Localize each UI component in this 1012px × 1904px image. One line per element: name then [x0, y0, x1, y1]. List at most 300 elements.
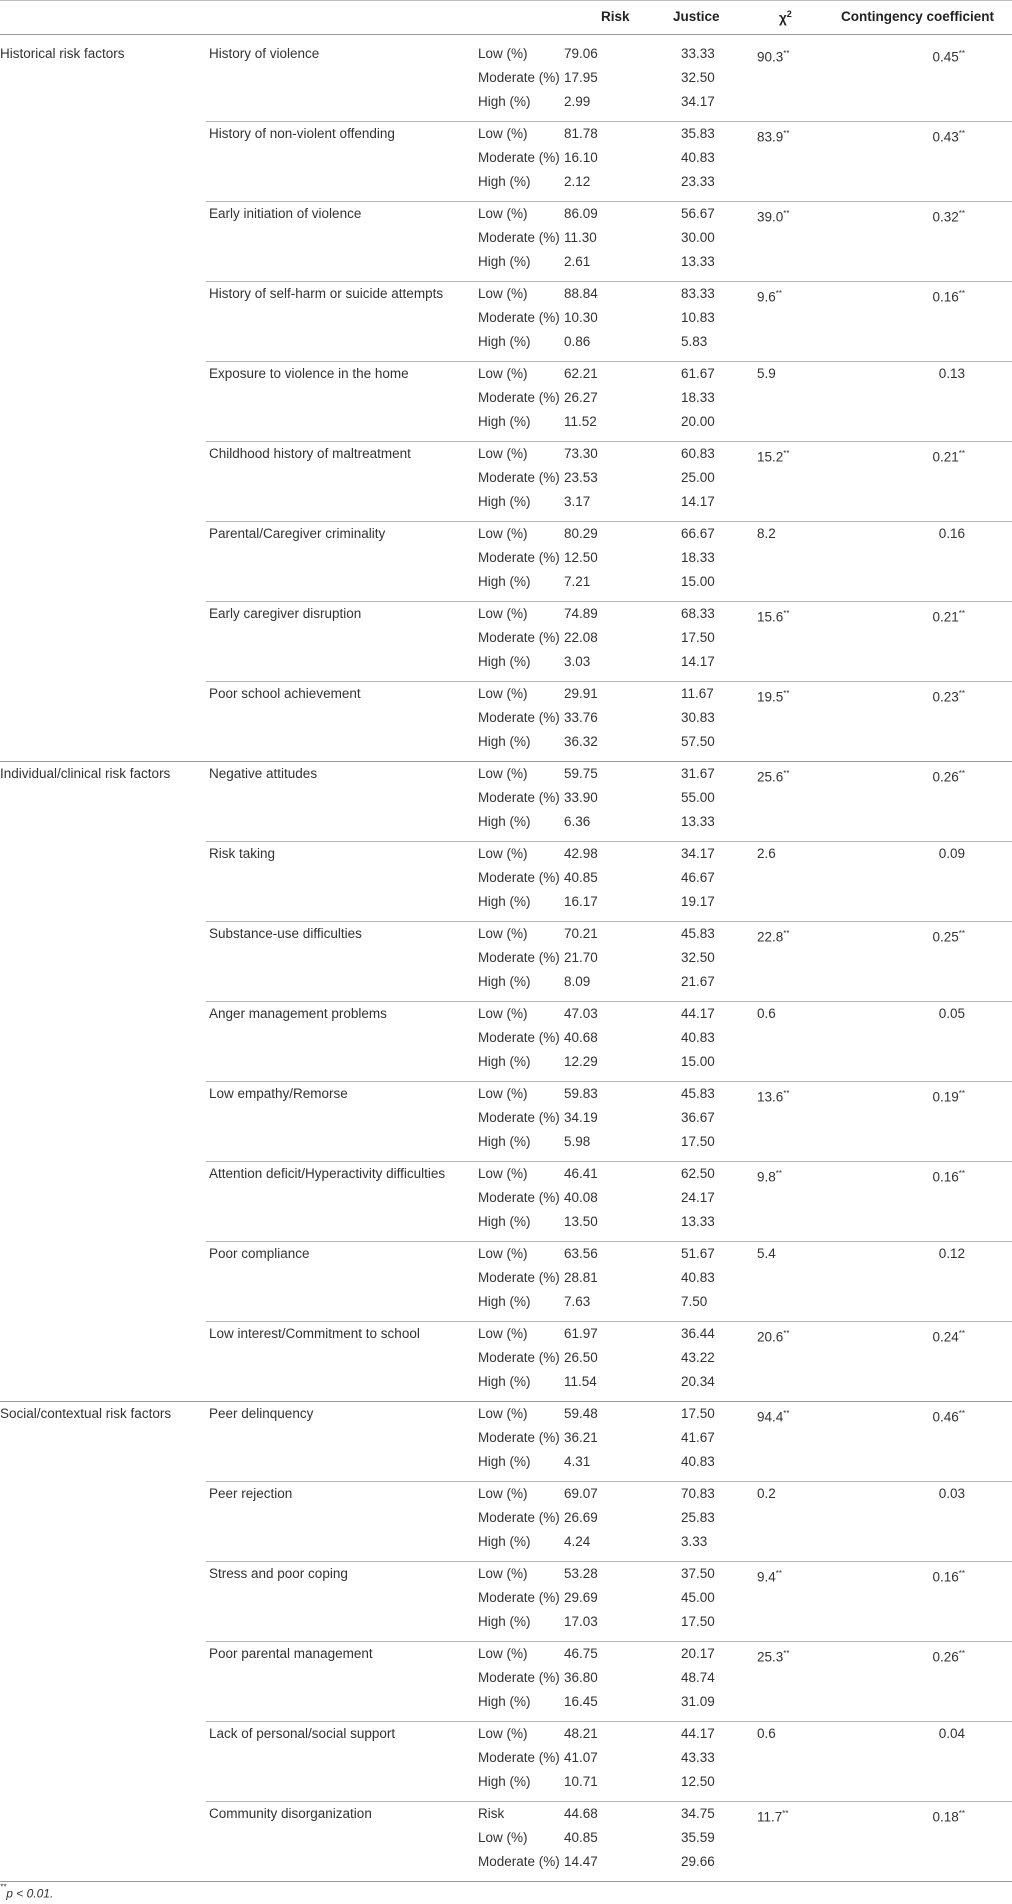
level-label: Moderate (%) [478, 1030, 560, 1045]
group-label: Social/contextual risk factors [0, 1406, 172, 1421]
justice-value: 44.17 [681, 1726, 715, 1741]
risk-value: 86.09 [564, 206, 598, 221]
level-label: Moderate (%) [478, 1190, 560, 1205]
contingency-coefficient-value: 0.12 [938, 1246, 965, 1261]
factor-divider [206, 1321, 1012, 1322]
contingency-coefficient-value: 0.18** [932, 1809, 965, 1825]
factor-label: Childhood history of maltreatment [209, 446, 411, 461]
risk-value: 14.47 [564, 1854, 598, 1869]
factor-label: Risk taking [209, 846, 276, 861]
factor-label: Community disorganization [209, 1806, 372, 1821]
justice-value: 18.33 [681, 550, 715, 565]
factor-label: Stress and poor coping [209, 1566, 348, 1581]
justice-value: 60.83 [681, 446, 715, 461]
level-label: High (%) [478, 254, 531, 269]
chi-square-value: 19.5** [757, 689, 790, 705]
risk-value: 0.86 [564, 334, 591, 349]
level-label: High (%) [478, 1614, 531, 1629]
level-label: Moderate (%) [478, 1854, 560, 1869]
level-label: High (%) [478, 1374, 531, 1389]
header-contingency-coefficient: Contingency coefficient [841, 9, 995, 24]
chi-square-value: 8.2 [757, 526, 776, 541]
header-chi-square: $\chi^2$ [779, 9, 792, 26]
factor-label: Low interest/Commitment to school [209, 1326, 420, 1341]
chi-square-value: 25.6** [757, 769, 790, 785]
justice-value: 11.67 [681, 686, 714, 701]
level-label: Low (%) [478, 606, 528, 621]
level-label: Low (%) [478, 1166, 528, 1181]
factor-divider [206, 1081, 1012, 1082]
risk-value: 80.29 [564, 526, 598, 541]
risk-value: 33.76 [564, 710, 598, 725]
justice-value: 17.50 [681, 1134, 715, 1149]
justice-value: 21.67 [681, 974, 715, 989]
factor-label: Low empathy/Remorse [209, 1086, 348, 1101]
justice-value: 37.50 [681, 1566, 715, 1581]
risk-value: 10.30 [564, 310, 598, 325]
factor-divider [206, 521, 1012, 522]
level-label: High (%) [478, 1214, 531, 1229]
chi-square-value: 9.6** [757, 289, 783, 305]
level-label: High (%) [478, 814, 531, 829]
factor-divider [206, 441, 1012, 442]
risk-value: 5.98 [564, 1134, 591, 1149]
level-label: Low (%) [478, 206, 528, 221]
factor-label: Peer delinquency [209, 1406, 314, 1421]
risk-value: 53.28 [564, 1566, 598, 1581]
contingency-coefficient-value: 0.19** [932, 1089, 965, 1105]
justice-value: 61.67 [681, 366, 715, 381]
chi-square-value: 39.0** [757, 209, 790, 225]
risk-value: 46.41 [564, 1166, 598, 1181]
justice-value: 68.33 [681, 606, 715, 621]
justice-value: 7.50 [681, 1294, 708, 1309]
risk-value: 13.50 [564, 1214, 598, 1229]
chi-square-value: 2.6 [757, 846, 776, 861]
justice-value: 83.33 [681, 286, 715, 301]
risk-value: 73.30 [564, 446, 598, 461]
level-label: High (%) [478, 1774, 531, 1789]
contingency-coefficient-value: 0.46** [932, 1409, 965, 1425]
factor-divider [206, 921, 1012, 922]
risk-value: 81.78 [564, 126, 598, 141]
justice-value: 62.50 [681, 1166, 715, 1181]
chi-square-value: 90.3** [757, 49, 790, 65]
factor-divider [206, 1001, 1012, 1002]
chi-square-value: 94.4** [757, 1409, 790, 1425]
justice-value: 31.67 [681, 766, 715, 781]
justice-value: 41.67 [681, 1430, 715, 1445]
level-label: High (%) [478, 1694, 531, 1709]
risk-value: 79.06 [564, 46, 598, 61]
risk-value: 2.61 [564, 254, 591, 269]
factor-divider [206, 201, 1012, 202]
level-label: Low (%) [478, 1406, 528, 1421]
risk-value: 63.56 [564, 1246, 598, 1261]
risk-value: 36.21 [564, 1430, 598, 1445]
justice-value: 34.17 [681, 846, 715, 861]
chi-square-value: 22.8** [757, 929, 790, 945]
justice-value: 70.83 [681, 1486, 715, 1501]
risk-value: 46.75 [564, 1646, 598, 1661]
factor-label: Early initiation of violence [209, 206, 362, 221]
justice-value: 17.50 [681, 630, 715, 645]
risk-value: 3.17 [564, 494, 591, 509]
contingency-coefficient-value: 0.04 [938, 1726, 965, 1741]
risk-value: 21.70 [564, 950, 598, 965]
contingency-coefficient-value: 0.16** [932, 289, 965, 305]
contingency-coefficient-value: 0.45** [932, 49, 965, 65]
justice-value: 36.44 [681, 1326, 715, 1341]
level-label: Low (%) [478, 366, 528, 381]
factor-divider [206, 1801, 1012, 1802]
level-label: Moderate (%) [478, 710, 560, 725]
level-label: Moderate (%) [478, 1750, 560, 1765]
factor-divider [206, 281, 1012, 282]
risk-value: 26.69 [564, 1510, 598, 1525]
contingency-coefficient-value: 0.21** [932, 449, 965, 465]
level-label: Low (%) [478, 446, 528, 461]
contingency-coefficient-value: 0.16 [938, 526, 965, 541]
justice-value: 18.33 [681, 390, 715, 405]
level-label: Low (%) [478, 846, 528, 861]
level-label: Low (%) [478, 1566, 528, 1581]
level-label: High (%) [478, 654, 531, 669]
chi-square-value: 9.8** [757, 1169, 783, 1185]
justice-value: 43.22 [681, 1350, 715, 1365]
risk-value: 29.69 [564, 1590, 598, 1605]
level-label: Moderate (%) [478, 230, 560, 245]
level-label: High (%) [478, 1294, 531, 1309]
justice-value: 55.00 [681, 790, 715, 805]
level-label: Low (%) [478, 1646, 528, 1661]
level-label: Moderate (%) [478, 550, 560, 565]
justice-value: 45.00 [681, 1590, 715, 1605]
risk-value: 12.29 [564, 1054, 598, 1069]
justice-value: 35.59 [681, 1830, 715, 1845]
factor-divider [206, 1561, 1012, 1562]
justice-value: 34.17 [681, 94, 715, 109]
justice-value: 30.83 [681, 710, 715, 725]
chi-square-value: 15.2** [757, 449, 790, 465]
chi-square-value: 5.4 [757, 1246, 776, 1261]
factor-label: Peer rejection [209, 1486, 293, 1501]
level-label: High (%) [478, 334, 531, 349]
level-label: High (%) [478, 414, 531, 429]
chi-square-value: 0.6 [757, 1726, 776, 1741]
justice-value: 57.50 [681, 734, 715, 749]
risk-value: 2.12 [564, 174, 591, 189]
risk-value: 36.32 [564, 734, 598, 749]
risk-value: 11.52 [564, 414, 597, 429]
level-label: Low (%) [478, 926, 528, 941]
level-label: Low (%) [478, 46, 528, 61]
level-label: Low (%) [478, 766, 528, 781]
justice-value: 14.17 [681, 494, 715, 509]
level-label: Low (%) [478, 286, 528, 301]
justice-value: 20.00 [681, 414, 715, 429]
level-label: Low (%) [478, 1086, 528, 1101]
factor-divider [206, 1161, 1012, 1162]
justice-value: 13.33 [681, 1214, 715, 1229]
table-footnote: **p < 0.01. [0, 1882, 54, 1901]
level-label: Risk [478, 1806, 505, 1821]
level-label: Low (%) [478, 1486, 528, 1501]
risk-value: 36.80 [564, 1670, 598, 1685]
justice-value: 15.00 [681, 1054, 715, 1069]
group-divider [0, 761, 1012, 762]
risk-value: 40.08 [564, 1190, 598, 1205]
justice-value: 29.66 [681, 1854, 715, 1869]
factor-divider [206, 1641, 1012, 1642]
chi-square-value: 0.2 [757, 1486, 776, 1501]
header-risk: Risk [601, 9, 630, 24]
justice-value: 36.67 [681, 1110, 715, 1125]
risk-value: 34.19 [564, 1110, 598, 1125]
level-label: High (%) [478, 94, 531, 109]
level-label: Low (%) [478, 1006, 528, 1021]
level-label: Low (%) [478, 1246, 528, 1261]
justice-value: 40.83 [681, 1454, 715, 1469]
justice-value: 25.00 [681, 470, 715, 485]
risk-value: 10.71 [564, 1774, 598, 1789]
factor-label: Poor compliance [209, 1246, 310, 1261]
risk-value: 40.85 [564, 870, 598, 885]
risk-value: 16.45 [564, 1694, 598, 1709]
factor-label: Substance-use difficulties [209, 926, 362, 941]
level-label: Moderate (%) [478, 150, 560, 165]
justice-value: 33.33 [681, 46, 715, 61]
factor-label: History of non-violent offending [209, 126, 395, 141]
risk-value: 74.89 [564, 606, 598, 621]
level-label: Low (%) [478, 1326, 528, 1341]
factor-divider [206, 121, 1012, 122]
risk-value: 4.24 [564, 1534, 591, 1549]
level-label: High (%) [478, 174, 531, 189]
justice-value: 44.17 [681, 1006, 715, 1021]
justice-value: 5.83 [681, 334, 708, 349]
risk-value: 88.84 [564, 286, 598, 301]
risk-value: 48.21 [564, 1726, 598, 1741]
risk-value: 11.30 [564, 230, 597, 245]
factor-label: Lack of personal/social support [209, 1726, 396, 1741]
level-label: Low (%) [478, 1726, 528, 1741]
factor-label: Poor school achievement [209, 686, 361, 701]
risk-value: 69.07 [564, 1486, 598, 1501]
risk-value: 59.75 [564, 766, 598, 781]
level-label: Low (%) [478, 526, 528, 541]
justice-value: 24.17 [681, 1190, 715, 1205]
level-label: Moderate (%) [478, 870, 560, 885]
justice-value: 51.67 [681, 1246, 715, 1261]
justice-value: 30.00 [681, 230, 715, 245]
contingency-coefficient-value: 0.03 [938, 1486, 965, 1501]
risk-value: 28.81 [564, 1270, 598, 1285]
risk-value: 42.98 [564, 846, 598, 861]
contingency-coefficient-value: 0.32** [932, 209, 965, 225]
justice-value: 32.50 [681, 70, 715, 85]
justice-value: 40.83 [681, 1270, 715, 1285]
chi-square-value: 83.9** [757, 129, 790, 145]
risk-value: 22.08 [564, 630, 598, 645]
factor-label: Negative attitudes [209, 766, 318, 781]
justice-value: 43.33 [681, 1750, 715, 1765]
justice-value: 31.09 [681, 1694, 715, 1709]
contingency-coefficient-value: 0.26** [932, 1649, 965, 1665]
factor-divider [206, 1241, 1012, 1242]
factor-label: Attention deficit/Hyperactivity difficulties [209, 1166, 446, 1181]
level-label: Moderate (%) [478, 1510, 560, 1525]
factor-label: Parental/Caregiver criminality [209, 526, 386, 541]
risk-value: 26.50 [564, 1350, 598, 1365]
chi-square-value: 20.6** [757, 1329, 790, 1345]
risk-value: 2.99 [564, 94, 591, 109]
level-label: Low (%) [478, 126, 528, 141]
risk-value: 40.68 [564, 1030, 598, 1045]
header-justice: Justice [673, 9, 720, 24]
risk-value: 59.83 [564, 1086, 598, 1101]
justice-value: 66.67 [681, 526, 715, 541]
level-label: Moderate (%) [478, 470, 560, 485]
level-label: Moderate (%) [478, 1270, 560, 1285]
justice-value: 40.83 [681, 150, 715, 165]
level-label: Moderate (%) [478, 950, 560, 965]
risk-value: 23.53 [564, 470, 598, 485]
risk-value: 17.95 [564, 70, 598, 85]
chi-square-value: 13.6** [757, 1089, 790, 1105]
contingency-coefficient-value: 0.05 [938, 1006, 965, 1021]
contingency-coefficient-value: 0.25** [932, 929, 965, 945]
justice-value: 34.75 [681, 1806, 715, 1821]
group-label: Historical risk factors [0, 46, 125, 61]
justice-value: 13.33 [681, 254, 715, 269]
risk-value: 7.63 [564, 1294, 591, 1309]
level-label: Moderate (%) [478, 790, 560, 805]
justice-value: 48.74 [681, 1670, 715, 1685]
factor-divider [206, 1481, 1012, 1482]
risk-value: 16.17 [564, 894, 598, 909]
factor-label: Poor parental management [209, 1646, 373, 1661]
contingency-coefficient-value: 0.26** [932, 769, 965, 785]
level-label: Moderate (%) [478, 630, 560, 645]
justice-value: 19.17 [681, 894, 715, 909]
justice-value: 25.83 [681, 1510, 715, 1525]
contingency-coefficient-value: 0.09 [938, 846, 965, 861]
level-label: Moderate (%) [478, 70, 560, 85]
risk-value: 26.27 [564, 390, 598, 405]
justice-value: 45.83 [681, 926, 715, 941]
risk-value: 3.03 [564, 654, 591, 669]
level-label: High (%) [478, 494, 531, 509]
justice-value: 12.50 [681, 1774, 715, 1789]
contingency-coefficient-value: 0.16** [932, 1569, 965, 1585]
justice-value: 10.83 [681, 310, 715, 325]
level-label: High (%) [478, 1454, 531, 1469]
level-label: Moderate (%) [478, 1590, 560, 1605]
risk-value: 61.97 [564, 1326, 598, 1341]
contingency-coefficient-value: 0.16** [932, 1169, 965, 1185]
chi-square-value: 5.9 [757, 366, 776, 381]
justice-value: 32.50 [681, 950, 715, 965]
justice-value: 20.17 [681, 1646, 715, 1661]
level-label: High (%) [478, 734, 531, 749]
justice-value: 17.50 [681, 1406, 715, 1421]
level-label: High (%) [478, 1134, 531, 1149]
contingency-coefficient-value: 0.21** [932, 609, 965, 625]
level-label: Low (%) [478, 686, 528, 701]
factor-label: Early caregiver disruption [209, 606, 362, 621]
factor-divider [206, 1721, 1012, 1722]
risk-value: 40.85 [564, 1830, 598, 1845]
contingency-coefficient-value: 0.23** [932, 689, 965, 705]
justice-value: 15.00 [681, 574, 715, 589]
chi-square-value: 15.6** [757, 609, 790, 625]
group-divider [0, 1401, 1012, 1402]
contingency-coefficient-value: 0.24** [932, 1329, 965, 1345]
risk-value: 4.31 [564, 1454, 591, 1469]
level-label: Low (%) [478, 1830, 528, 1845]
justice-value: 13.33 [681, 814, 715, 829]
level-label: High (%) [478, 1534, 531, 1549]
level-label: High (%) [478, 894, 531, 909]
justice-value: 56.67 [681, 206, 715, 221]
justice-value: 35.83 [681, 126, 715, 141]
chi-square-value: 9.4** [757, 1569, 783, 1585]
factor-label: History of self-harm or suicide attempts [209, 286, 444, 301]
factor-label: History of violence [209, 46, 320, 61]
factor-divider [206, 681, 1012, 682]
table-bottom-rule [0, 1881, 1012, 1882]
risk-value: 7.21 [564, 574, 591, 589]
level-label: Moderate (%) [478, 310, 560, 325]
justice-value: 14.17 [681, 654, 715, 669]
level-label: Moderate (%) [478, 1430, 560, 1445]
justice-value: 45.83 [681, 1086, 715, 1101]
factor-divider [206, 841, 1012, 842]
risk-value: 59.48 [564, 1406, 598, 1421]
justice-value: 20.34 [681, 1374, 715, 1389]
risk-value: 47.03 [564, 1006, 598, 1021]
justice-value: 3.33 [681, 1534, 708, 1549]
risk-value: 44.68 [564, 1806, 598, 1821]
risk-value: 12.50 [564, 550, 598, 565]
justice-value: 17.50 [681, 1614, 715, 1629]
level-label: Moderate (%) [478, 390, 560, 405]
justice-value: 46.67 [681, 870, 715, 885]
risk-value: 17.03 [564, 1614, 598, 1629]
risk-value: 62.21 [564, 366, 598, 381]
factor-label: Anger management problems [209, 1006, 387, 1021]
risk-value: 8.09 [564, 974, 591, 989]
chi-square-value: 0.6 [757, 1006, 776, 1021]
risk-value: 29.91 [564, 686, 598, 701]
chi-square-value: 25.3** [757, 1649, 790, 1665]
level-label: Moderate (%) [478, 1350, 560, 1365]
factor-divider [206, 601, 1012, 602]
level-label: High (%) [478, 574, 531, 589]
table-header-row [0, 0, 1012, 35]
justice-value: 23.33 [681, 174, 715, 189]
risk-value: 16.10 [564, 150, 598, 165]
justice-value: 40.83 [681, 1030, 715, 1045]
contingency-coefficient-value: 0.13 [938, 366, 965, 381]
risk-value: 6.36 [564, 814, 591, 829]
risk-value: 41.07 [564, 1750, 598, 1765]
risk-value: 11.54 [564, 1374, 597, 1389]
level-label: High (%) [478, 1054, 531, 1069]
factor-label: Exposure to violence in the home [209, 366, 409, 381]
level-label: Moderate (%) [478, 1670, 560, 1685]
